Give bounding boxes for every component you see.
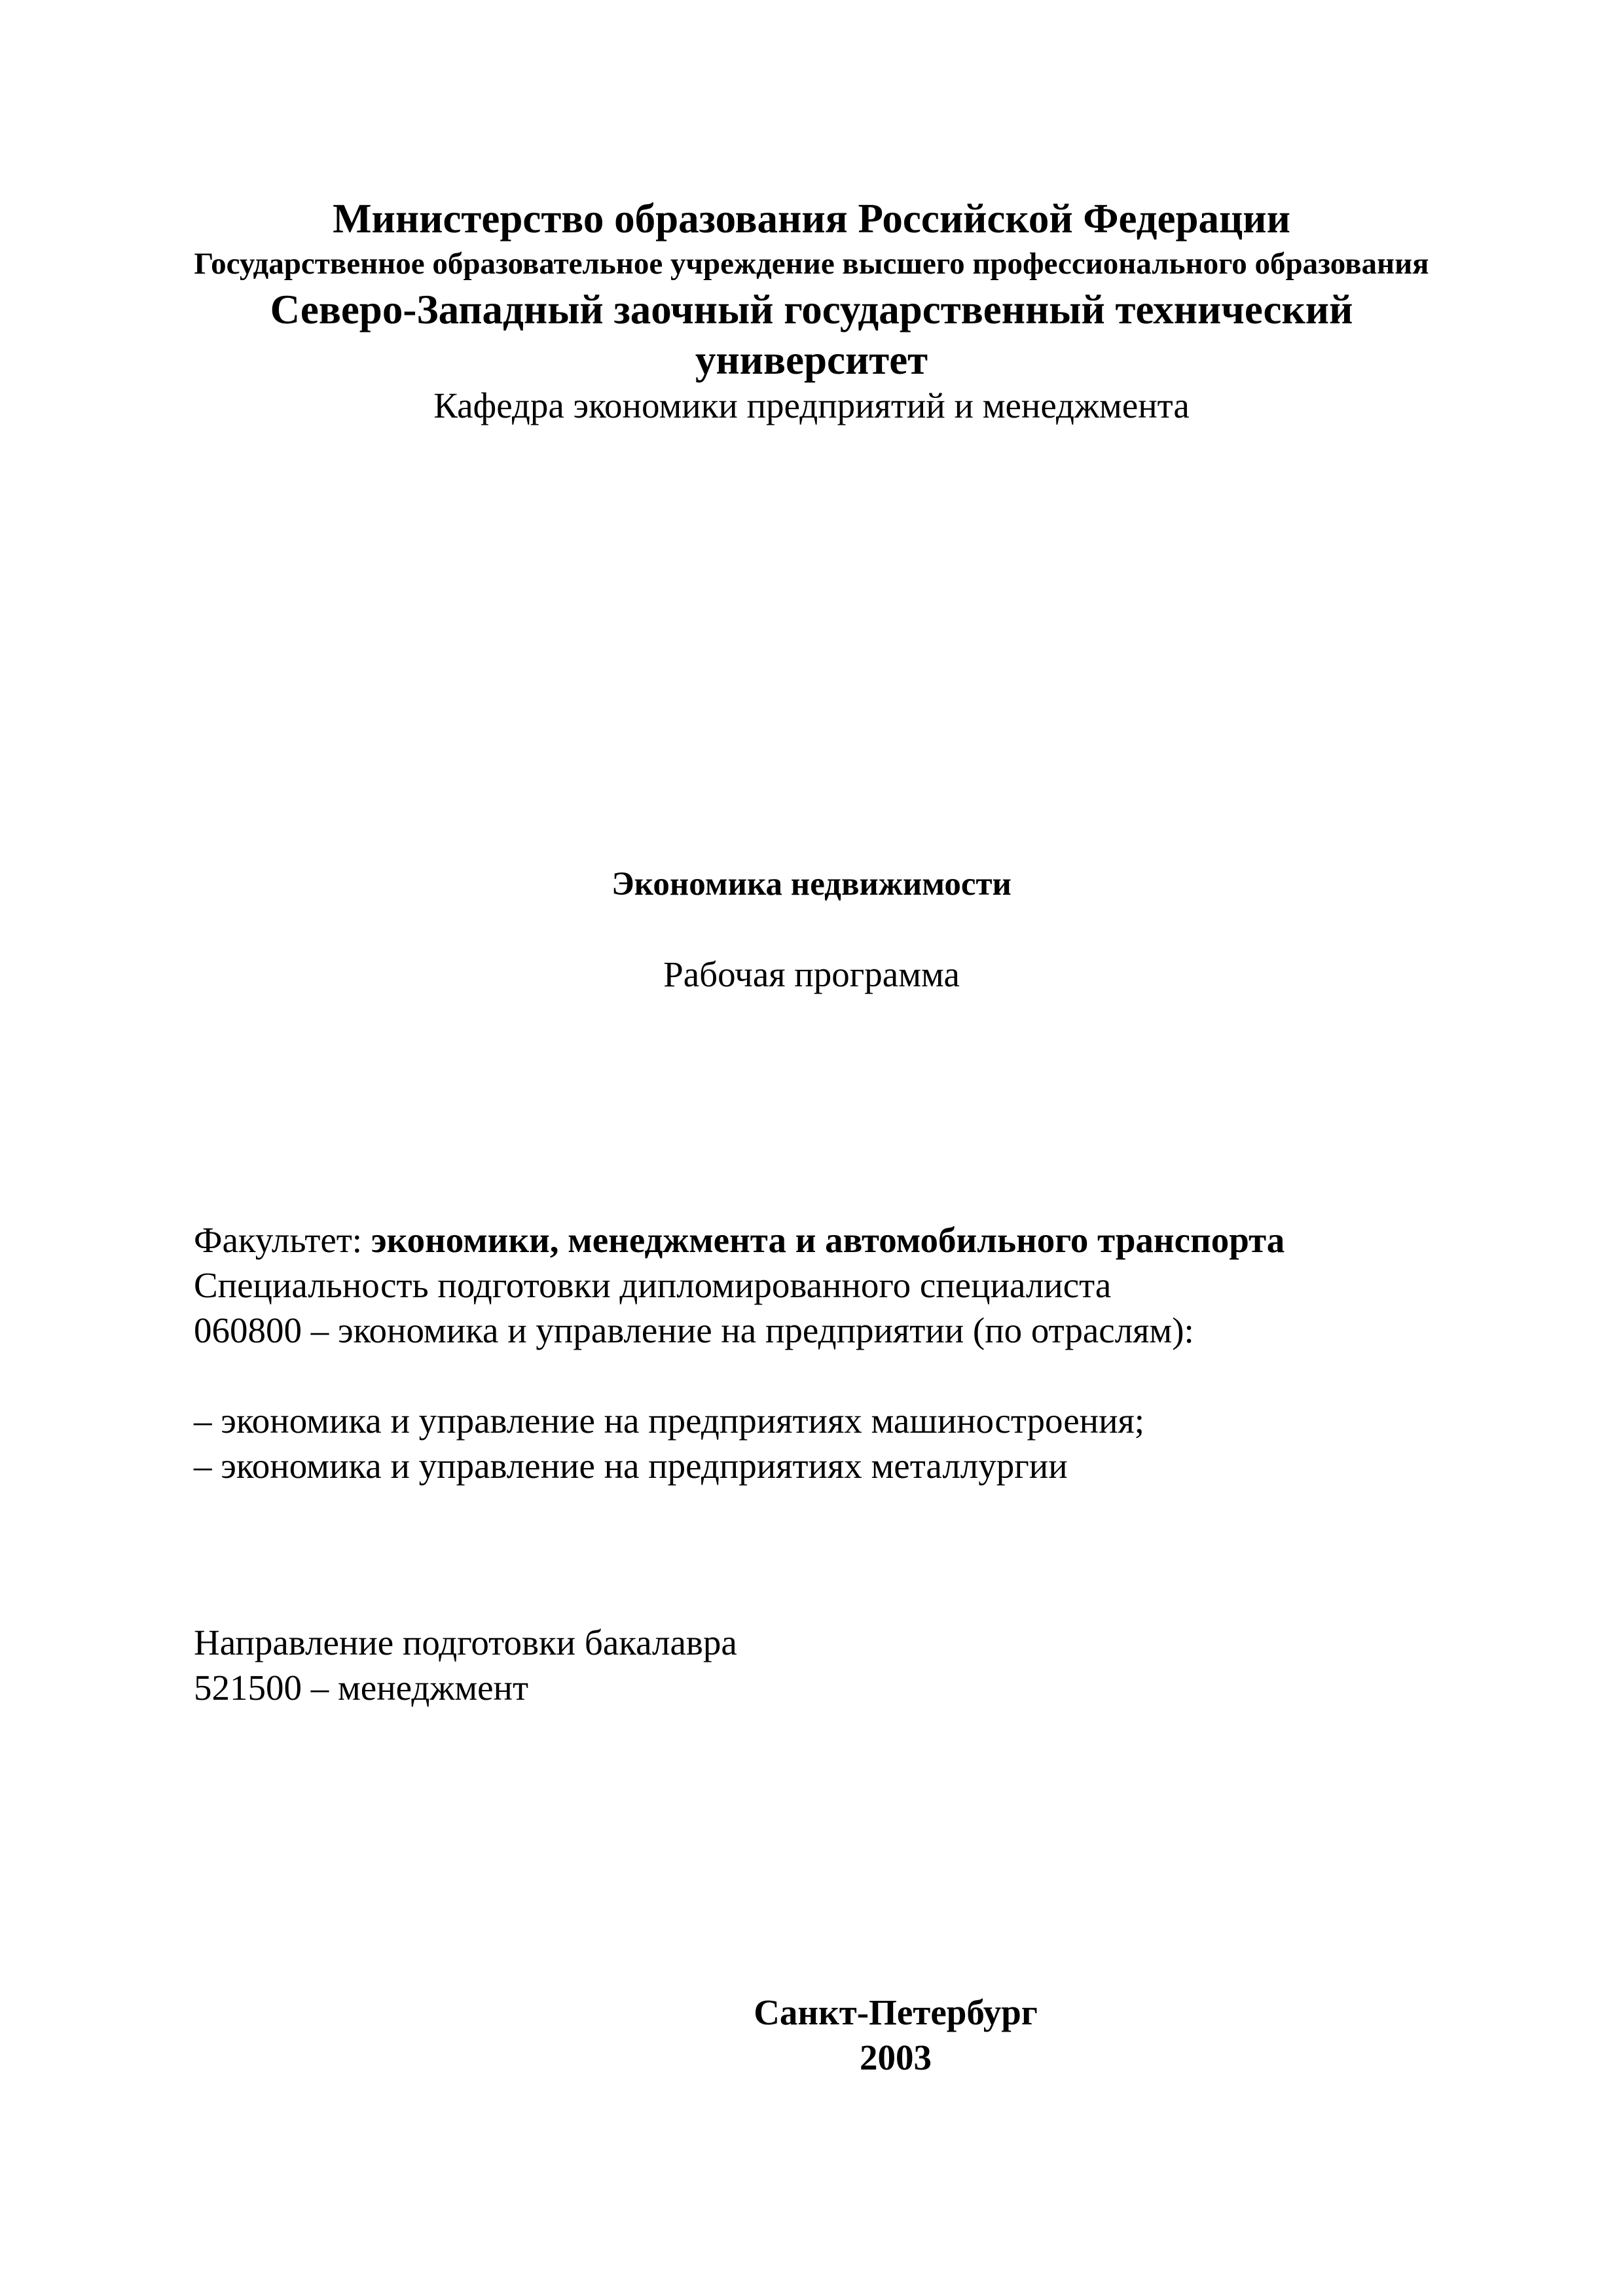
ministry-name: Министерство образования Российской Федерации: [333, 196, 1290, 242]
department-name: Кафедра экономики предприятий и менеджмента: [433, 386, 1190, 425]
city-name: Санкт-Петербург: [754, 1992, 1038, 2032]
faculty-label: Факультет:: [194, 1220, 371, 1260]
publication-year: 2003: [860, 2037, 932, 2077]
course-title: Экономика недвижимости: [611, 866, 1012, 903]
document-type: Рабочая программа: [663, 954, 960, 994]
bachelor-code: 521500 – менеджмент: [194, 1668, 529, 1708]
specialization-item: – экономика и управление на предприятиях металлургии: [194, 1446, 1068, 1486]
specialty-code: 060800 – экономика и управление на предприятии (по отраслям):: [194, 1310, 1194, 1350]
specialty-intro: Специальность подготовки дипломированного специалиста: [194, 1265, 1112, 1305]
bachelor-intro: Направление подготовки бакалавра: [194, 1623, 737, 1662]
institution-type: Государственное образовательное учреждение высшего профессионального образования: [194, 247, 1429, 281]
specialization-item: – экономика и управление на предприятиях машиностроения;: [194, 1401, 1145, 1441]
university-name-line2: университет: [695, 337, 928, 383]
faculty-line: [194, 1219, 1285, 1261]
university-name-line1: Северо-Западный заочный государственный технический: [270, 287, 1353, 332]
faculty-value: экономики, менеджмента и автомобильного транспорта: [371, 1220, 1285, 1260]
